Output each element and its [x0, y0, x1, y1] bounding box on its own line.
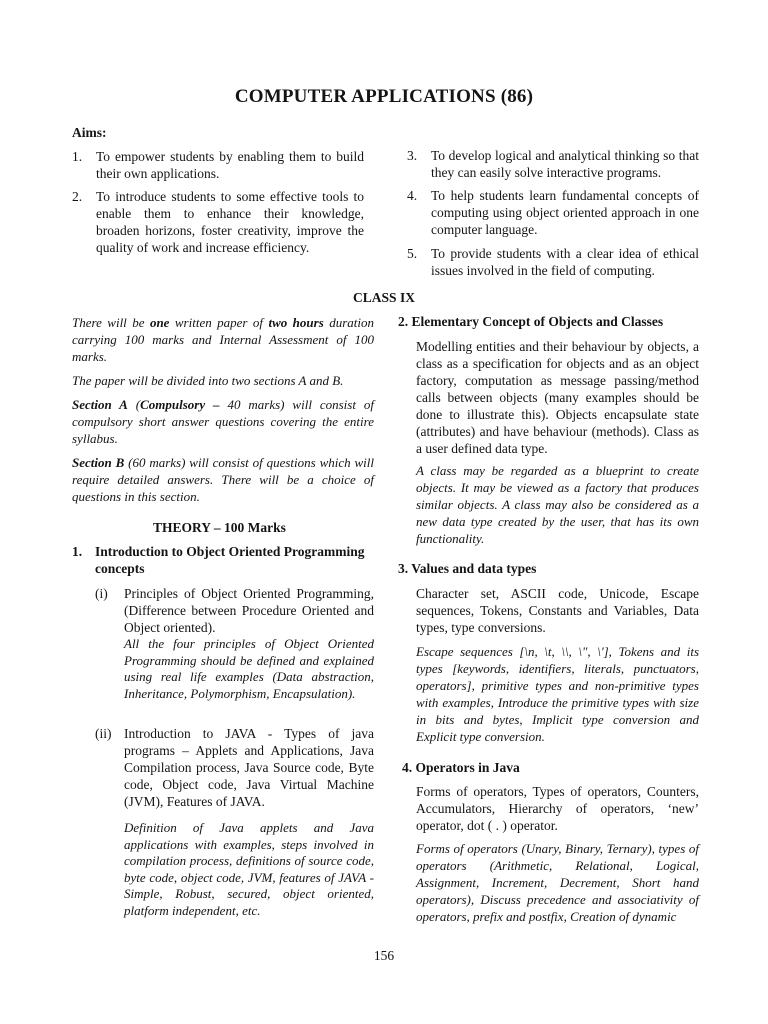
section-a-note: Section A (Compulsory – 40 marks) will consist of compulsory short answer questions covering the entire syllabus.: [72, 397, 374, 446]
topic-3-text: Character set, ASCII code, Unicode, Escape sequences, Tokens, Constants and Variables, Data types, type conversions.: [416, 586, 699, 635]
item-note: All the four principles of Object Oriented Programming should be defined and explained using real life examples (Data abstraction, Inheritance, Polymorphism, Encapsulation).: [124, 636, 374, 701]
class-heading: CLASS IX: [353, 290, 415, 305]
item-text: Introduction to JAVA - Types of java programs – Applets and Applications, Java Compilation process, Java Source code, Byte code, Object code, Java Virtual Machine (JVM), Features of JAVA.: [124, 726, 374, 809]
item-roman-numeral: (i): [95, 586, 108, 601]
aim-item: [72, 148, 364, 182]
item-roman-numeral: (ii): [95, 726, 112, 741]
page-title: COMPUTER APPLICATIONS (86): [234, 86, 534, 107]
topic-4-title: 4. Operators in Java: [402, 760, 520, 775]
aim-text: To develop logical and analytical thinking so that they can easily solve interactive programs.: [431, 148, 699, 180]
section-b-note: Section B (60 marks) will consist of questions which will require detailed answers. There will be a choice of questions in this section.: [72, 455, 374, 504]
topic-1-title: Introduction to Object Oriented Programming concepts: [95, 544, 365, 576]
topic-1-item: [95, 725, 374, 919]
paper-duration-note: There will be one written paper of two hours duration carrying 100 marks and Internal Assessment of 100 marks.: [72, 315, 374, 364]
topic-2-note: A class may be regarded as a blueprint to create objects. It may be viewed as a factory that produces similar objects. A class may also be considered as a new data type created by the user, that has its own functionality.: [416, 463, 699, 546]
topic-2-title: 2. Elementary Concept of Objects and Classes: [398, 314, 664, 329]
aim-text: To provide students with a clear idea of ethical issues involved in the field of computing.: [431, 246, 699, 278]
aim-item: [407, 187, 699, 238]
topic-1-number: 1.: [72, 544, 83, 559]
aim-number: 1.: [72, 149, 83, 164]
aims-heading: Aims:: [72, 125, 107, 140]
aim-number: 4.: [407, 188, 418, 203]
aim-number: 2.: [72, 189, 83, 204]
paper-sections-note: The paper will be divided into two sections A and B.: [72, 373, 344, 388]
page-number: 156: [373, 948, 395, 963]
item-note: Definition of Java applets and Java applications with examples, steps involved in compilation process, definitions of source code, byte code, object code, JVM, features of JAVA - Simple, Robust, secured, object oriented, platform independent, etc.: [124, 820, 374, 918]
aim-text: To empower students by enabling them to build their own applications.: [96, 149, 364, 181]
topic-3-note: Escape sequences [\n, \t, \\, \", \'], Tokens and its types [keywords, identifiers, literals, punctuators, operators], primitive types and non-primitive types with examples, Introduce the primitive types with size in bits and bytes, Implicit type conversion and Explicit type conversion.: [416, 644, 699, 744]
aim-item: [72, 188, 364, 256]
topic-4-note: Forms of operators (Unary, Binary, Ternary), types of operators (Arithmetic, Relational, Logical, Assignment, Increment, Decrement, Short hand operators), Discuss precedence and associativity of operators, prefix and postfix, Creation of dynamic: [416, 841, 699, 924]
theory-heading: THEORY – 100 Marks: [153, 520, 286, 535]
aim-item: [407, 147, 699, 181]
item-text: Principles of Object Oriented Programming, (Difference between Procedure Oriented and Object oriented).: [124, 586, 374, 635]
aim-item: [407, 245, 699, 279]
aim-number: 3.: [407, 148, 418, 163]
topic-4-text: Forms of operators, Types of operators, Counters, Accumulators, Hierarchy of operators, ‘new’ operator, dot ( . ) operator.: [416, 784, 699, 833]
topic-2-text: Modelling entities and their behaviour by objects, a class as a specification for objects and as an object factory, computation as message passing/method calls between objects (many examples should be done to illustrate this). Objects encapsulate state (attributes) and have behaviour (methods). Class as a user defined data type.: [416, 339, 699, 456]
topic-3-title: 3. Values and data types: [398, 561, 537, 576]
aim-text: To help students learn fundamental concepts of computing using object oriented approach in one computer language.: [431, 188, 699, 237]
aim-number: 5.: [407, 246, 418, 261]
aim-text: To introduce students to some effective tools to enable them to enhance their knowledge, broaden horizons, foster creativity, improve the quality of work and increase efficiency.: [96, 189, 364, 255]
topic-1-item: [95, 585, 374, 702]
